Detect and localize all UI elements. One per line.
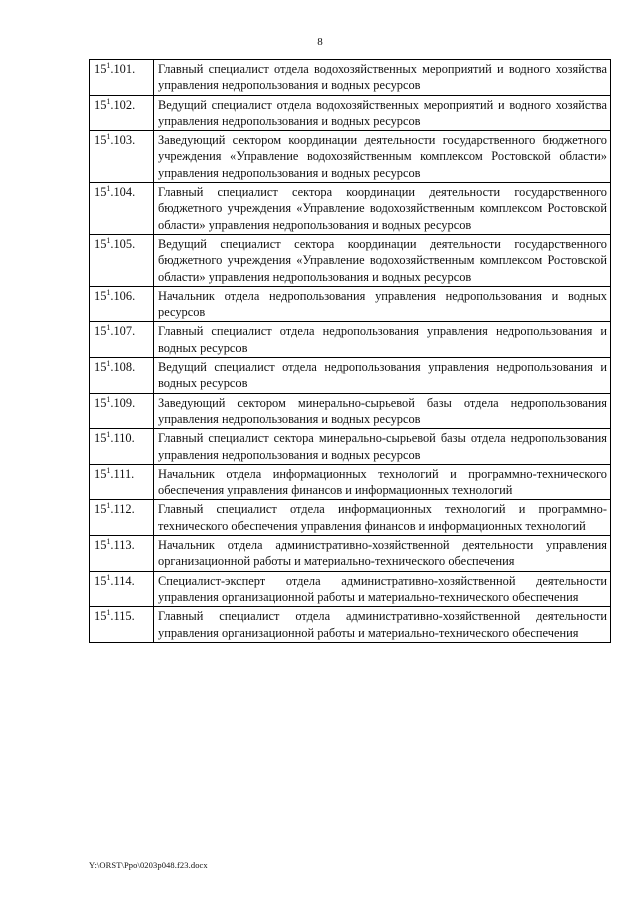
item-number-main: 15 — [94, 133, 107, 148]
item-number-main: 15 — [94, 466, 107, 481]
item-number — [90, 60, 154, 96]
page-number: 8 — [317, 36, 323, 48]
position-title: Ведущий специалист сектора координации деятельности государственного бюджетного учреждения «Управление водохозяйственным комплексом Ростовской области» управления недропользования и водных ресурсов — [154, 234, 611, 286]
position-title: Главный специалист отдела водохозяйственных мероприятий и водного хозяйства управления недропользования и водных ресурсов — [154, 60, 611, 96]
table-row — [90, 536, 611, 572]
item-number-suffix: .112. — [110, 502, 135, 517]
item-number — [90, 571, 154, 607]
item-number-main: 15 — [94, 609, 107, 624]
positions-table — [89, 59, 611, 643]
item-number-superscript: 1 — [106, 323, 111, 333]
item-number-superscript: 1 — [106, 537, 111, 547]
item-number-main: 15 — [94, 324, 107, 339]
item-number-main: 15 — [94, 395, 107, 410]
item-number-main: 15 — [94, 185, 107, 200]
item-number — [90, 464, 154, 500]
item-number-main: 15 — [94, 360, 107, 375]
table-row — [90, 131, 611, 183]
position-title: Начальник отдела недропользования управления недропользования и водных ресурсов — [154, 286, 611, 322]
item-number-superscript: 1 — [106, 132, 111, 142]
file-path-footer: Y:\ORST\Ppo\0203p048.f23.docx — [89, 860, 208, 870]
item-number-main: 15 — [94, 502, 107, 517]
table-row — [90, 429, 611, 465]
table-row — [90, 322, 611, 358]
item-number-suffix: .110. — [110, 431, 135, 446]
item-number — [90, 131, 154, 183]
table-row — [90, 286, 611, 322]
position-title: Главный специалист отдела административно-хозяйственной деятельности управления организационной работы и материально-технического обеспечения — [154, 607, 611, 643]
table-row — [90, 234, 611, 286]
item-number-suffix: .105. — [110, 236, 136, 251]
item-number-suffix: .107. — [110, 324, 136, 339]
item-number-suffix: .114. — [110, 573, 135, 588]
positions-table-body — [90, 60, 611, 643]
table-row — [90, 464, 611, 500]
item-number-superscript: 1 — [106, 394, 111, 404]
item-number-superscript: 1 — [106, 608, 111, 618]
item-number-suffix: .113. — [110, 538, 135, 553]
item-number-main: 15 — [94, 573, 107, 588]
item-number-suffix: .109. — [110, 395, 136, 410]
item-number-suffix: .111. — [110, 466, 135, 481]
item-number — [90, 234, 154, 286]
item-number — [90, 500, 154, 536]
position-title: Ведущий специалист отдела недропользования управления недропользования и водных ресурсов — [154, 358, 611, 394]
item-number-suffix: .106. — [110, 288, 136, 303]
table-row — [90, 358, 611, 394]
table-row — [90, 571, 611, 607]
item-number-main: 15 — [94, 97, 107, 112]
table-row — [90, 95, 611, 131]
item-number-superscript: 1 — [106, 287, 111, 297]
item-number-superscript: 1 — [106, 184, 111, 194]
position-title: Ведущий специалист отдела водохозяйственных мероприятий и водного хозяйства управления недропользования и водных ресурсов — [154, 95, 611, 131]
item-number-suffix: .102. — [110, 97, 136, 112]
item-number-suffix: .104. — [110, 185, 136, 200]
item-number-suffix: .115. — [110, 609, 135, 624]
item-number — [90, 429, 154, 465]
item-number-suffix: .103. — [110, 133, 136, 148]
item-number-main: 15 — [94, 538, 107, 553]
table-row — [90, 500, 611, 536]
position-title: Главный специалист сектора минерально-сырьевой базы отдела недропользования управления недропользования и водных ресурсов — [154, 429, 611, 465]
item-number — [90, 393, 154, 429]
item-number-suffix: .101. — [110, 62, 136, 76]
position-title: Заведующий сектором минерально-сырьевой базы отдела недропользования управления недропользования и водных ресурсов — [154, 393, 611, 429]
item-number-suffix: .108. — [110, 360, 136, 375]
position-title: Заведующий сектором координации деятельности государственного бюджетного учреждения «Управление водохозяйственным комплексом Ростовской области» управления недропользования и водных ресурсов — [154, 131, 611, 183]
position-title: Главный специалист сектора координации деятельности государственного бюджетного учреждения «Управление водохозяйственным комплексом Ростовской области» управления недропользования и водных ресурсов — [154, 183, 611, 235]
item-number — [90, 95, 154, 131]
item-number-main: 15 — [94, 62, 107, 76]
position-title: Главный специалист отдела информационных технологий и программно-технического обеспечения управления финансов и информационных технологий — [154, 500, 611, 536]
table-row — [90, 393, 611, 429]
item-number-superscript: 1 — [106, 572, 111, 582]
item-number-main: 15 — [94, 431, 107, 446]
item-number — [90, 286, 154, 322]
position-title: Специалист-эксперт отдела административно-хозяйственной деятельности управления организационной работы и материально-технического обеспечения — [154, 571, 611, 607]
item-number-superscript: 1 — [106, 430, 111, 440]
position-title: Главный специалист отдела недропользования управления недропользования и водных ресурсов — [154, 322, 611, 358]
item-number — [90, 536, 154, 572]
position-title: Начальник отдела административно-хозяйственной деятельности управления организационной работы и материально-технического обеспечения — [154, 536, 611, 572]
item-number-superscript: 1 — [106, 61, 111, 70]
item-number-main: 15 — [94, 236, 107, 251]
item-number — [90, 358, 154, 394]
item-number-superscript: 1 — [106, 235, 111, 245]
item-number-superscript: 1 — [106, 96, 111, 106]
item-number-superscript: 1 — [106, 501, 111, 511]
item-number-main: 15 — [94, 288, 107, 303]
item-number-superscript: 1 — [106, 465, 111, 475]
item-number-superscript: 1 — [106, 359, 111, 369]
table-row — [90, 183, 611, 235]
table-row — [90, 607, 611, 643]
table-row — [90, 60, 611, 96]
item-number — [90, 322, 154, 358]
position-title: Начальник отдела информационных технологий и программно-технического обеспечения управления финансов и информационных технологий — [154, 464, 611, 500]
item-number — [90, 607, 154, 643]
item-number — [90, 183, 154, 235]
